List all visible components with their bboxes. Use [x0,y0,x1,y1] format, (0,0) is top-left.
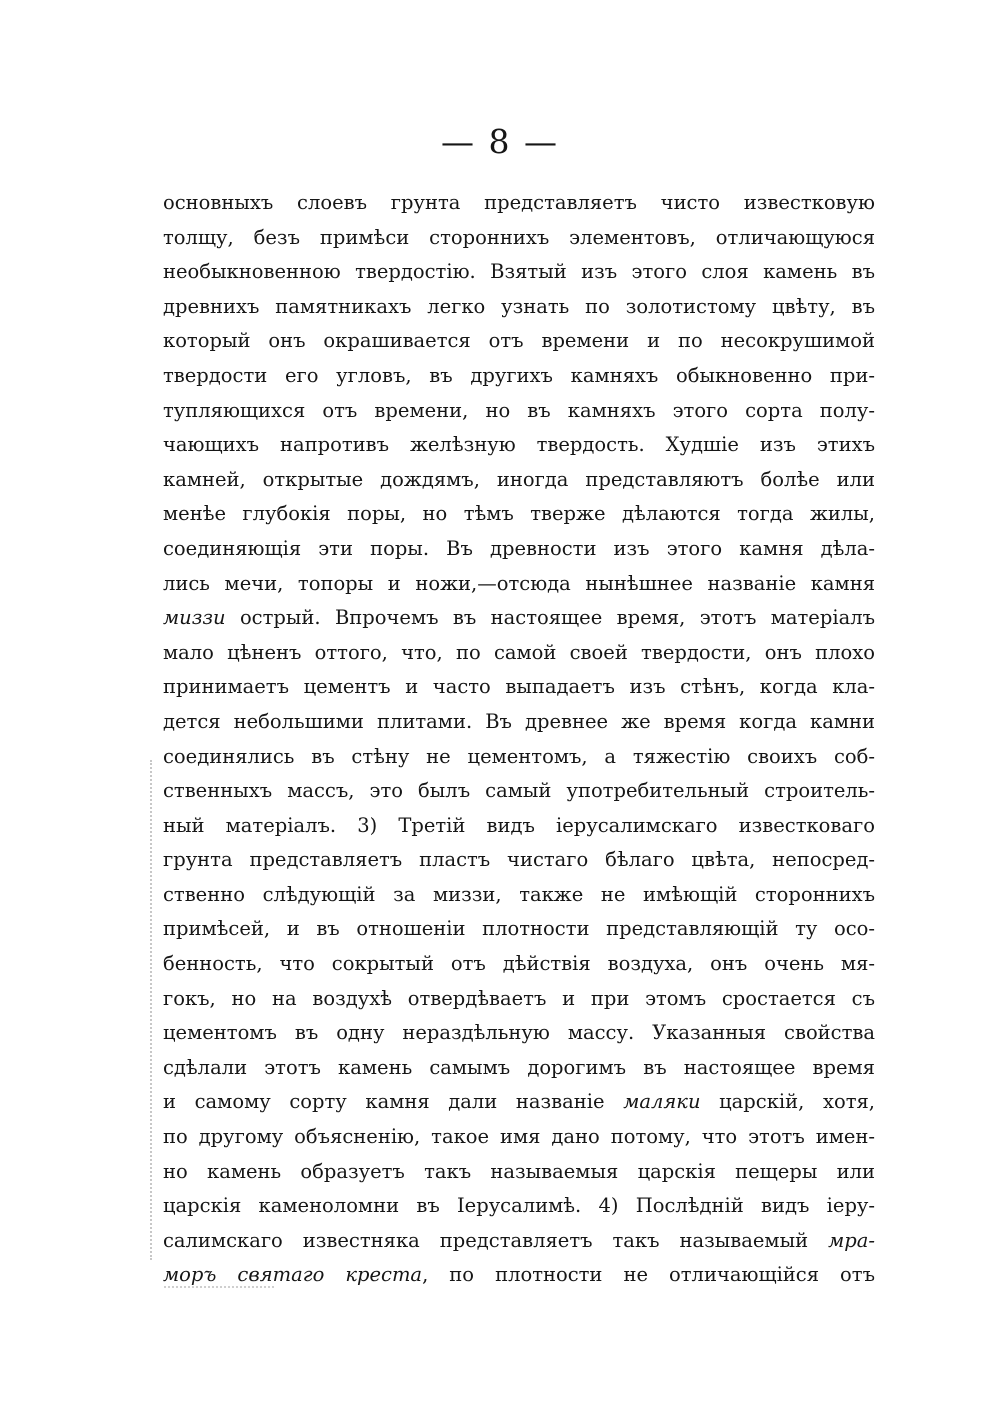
text-line [163,809,875,844]
text-run: камней, открытые дождямъ, иногда представляютъ болѣе или [163,467,875,491]
text-line [163,670,875,705]
text-line [163,1120,875,1155]
bottom-scan-smudge [164,1286,274,1291]
text-line [163,912,875,947]
text-line [163,878,875,913]
page-number: — 8 — [441,122,559,161]
text-run: , по плотности не отличающійся отъ [422,1263,875,1287]
italic-term: мра- [828,1228,875,1252]
text-run: который онъ окрашивается отъ времени и по несокрушимой [163,329,875,353]
text-run: принимаетъ цементъ и часто выпадаетъ изъ стѣнъ, когда кла- [163,675,875,699]
body-text [163,186,875,1293]
text-run: необыкновенною твердостію. Взятый изъ этого слоя камень въ [163,260,875,284]
text-line [163,394,875,429]
text-line [163,463,875,498]
text-line [163,1155,875,1190]
text-line [163,1189,875,1224]
text-run: чающихъ напротивъ желѣзную твердость. Худшіе изъ этихъ [163,433,875,457]
text-line [163,221,875,256]
text-run: и самому сорту камня дали названіе [163,1090,624,1114]
text-line [163,186,875,221]
text-line [163,636,875,671]
text-line [163,359,875,394]
text-run: лись мечи, топоры и ножи,—отсюда нынѣшнее названіе камня [163,571,875,595]
text-line [163,255,875,290]
text-line [163,567,875,602]
text-line [163,947,875,982]
text-run: мало цѣненъ оттого, что, по самой своей твердости, онъ плохо [163,640,875,664]
text-line [163,290,875,325]
text-line [163,705,875,740]
text-line [163,532,875,567]
text-run: менѣе глубокія поры, но тѣмъ тверже дѣлаются тогда жилы, [163,502,875,526]
text-run: соединяющія эти поры. Въ древности изъ этого камня дѣла- [163,536,875,560]
text-run: ственныхъ массъ, это былъ самый употребительный строитель- [163,779,875,803]
text-run: острый. Впрочемъ въ настоящее время, этотъ матеріалъ [225,606,875,630]
text-run: древнихъ памятникахъ легко узнать по золотистому цвѣту, въ [163,294,875,318]
text-line [163,1085,875,1120]
text-line [163,324,875,359]
text-run: твердости его угловъ, въ другихъ камняхъ обыкновенно при- [163,363,875,387]
text-run: сдѣлали этотъ камень самымъ дорогимъ въ настоящее время [163,1055,875,1079]
text-line [163,428,875,463]
text-run: но камень образуетъ такъ называемыя царскія пещеры или [163,1159,875,1183]
text-run: ственно слѣдующій за миззи, также не имѣющій стороннихъ [163,882,875,906]
text-run: основныхъ слоевъ грунта представляетъ чисто известковую [163,191,875,214]
text-run: царскій, хотя, [700,1090,875,1114]
text-run: ный матеріалъ. 3) Третій видъ іерусалимскаго известковаго [163,813,875,837]
text-run: по другому объясненію, такое имя дано потому, что этотъ имен- [163,1125,875,1149]
text-run: толщу, безъ примѣси стороннихъ элементовъ, отличающуюся [163,225,875,249]
italic-term: миззи [163,606,226,630]
text-line [163,774,875,809]
text-line [163,601,875,636]
text-line [163,1051,875,1086]
text-run: гокъ, но на воздухѣ отвердѣваетъ и при этомъ сростается съ [163,986,875,1010]
text-line [163,1016,875,1051]
text-run: примѣсей, и въ отношеніи плотности представляющій ту осо- [163,917,875,941]
text-run: цементомъ въ одну нераздѣльную массу. Указанныя свойства [163,1021,875,1045]
italic-term: маляки [623,1090,701,1114]
text-run: грунта представляетъ пластъ чистаго бѣлаго цвѣта, непосред- [163,848,875,872]
italic-term: моръ святаго креста [163,1263,423,1287]
margin-scan-marks [150,760,158,1260]
text-line [163,497,875,532]
text-run: дется небольшими плитами. Въ древнее же время когда камни [163,709,875,733]
text-line [163,740,875,775]
text-line [163,982,875,1017]
text-run: царскія каменоломни въ Іерусалимѣ. 4) Послѣдній видъ іеру- [163,1194,875,1218]
text-line [163,843,875,878]
text-line [163,1224,875,1259]
text-run: салимскаго известняка представляетъ такъ называемый [163,1228,829,1252]
text-run: соединялись въ стѣну не цементомъ, а тяжестію своихъ соб- [163,744,875,768]
text-run: тупляющихся отъ времени, но въ камняхъ этого сорта полу- [163,398,875,422]
text-run: бенность, что сокрытый отъ дѣйствія воздуха, онъ очень мя- [163,952,875,976]
